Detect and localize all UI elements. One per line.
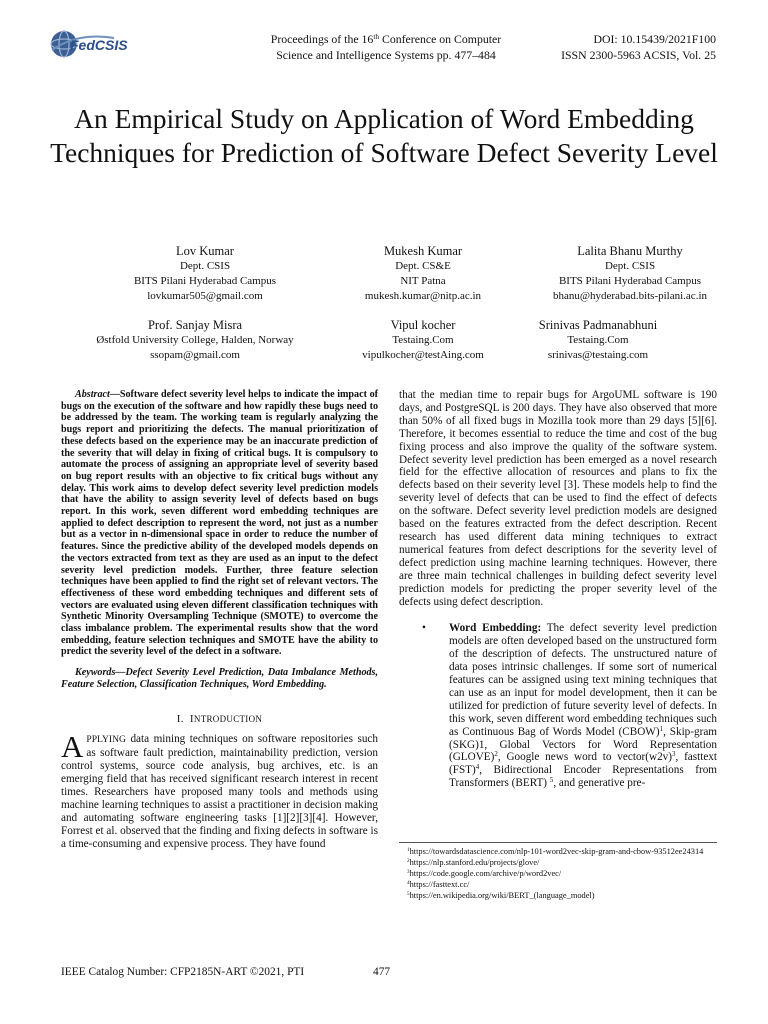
catalog-number: IEEE Catalog Number: CFP2185N-ART ©2021, PTI: [61, 966, 305, 978]
footnotes: [399, 842, 717, 901]
bullet-dot: •: [422, 622, 426, 635]
doi-info: DOI: 10.15439/2021F100 ISSN 2300-5963 ACSIS, Vol. 25: [561, 32, 716, 62]
proceedings-info: Proceedings of the 16th Conference on Computer Science and Intelligence Systems pp. 477–484: [270, 31, 502, 62]
author-block: Srinivas Padmanabhuni Testaing.Com srinivas@testaing.com: [538, 318, 658, 361]
author-block: Vipul kocher Testaing.Com vipulkocher@testAing.com: [362, 318, 484, 361]
intro-continued: that the median time to repair bugs for ArgoUML software is 190 days, and PostgreSQL is 200 days. They have also observed that more than 50% of all fixed bugs in Mozilla took more than 29 days [5][6]. Therefore, it becomes essential to reduce the time and cost of the bug fixing process and also improve the quality of the software system. Defect severity level prediction has been emerged as a novel research field for the effective allocation of resources and plans to fix the defects based on their severity level [3]. These models help to find the severity level of defects that can be used to find the effect of defects on the software. Defect severity level prediction models are designed based on the features extracted from the defect description. Recent research has used different data mining techniques to extract numerical features from defect descriptions for the severity level of defect prediction using machine learning techniques. However, there are three main technical challenges in building defect severity level prediction models for predicting the proper severity level of the defects using defect description.: [399, 389, 717, 608]
footnote: $^3$https://code.google.com/archive/p/word2vec/: [407, 869, 562, 878]
fedcsis-logo: [48, 28, 128, 60]
footnote: $^4$https://fasttext.cc/: [407, 880, 470, 889]
footnote: $^1$https://towardsdatascience.com/nlp-101-word2vec-skip-gram-and-cbow-93512ee24314: [407, 847, 704, 856]
footnote: $^2$https://nlp.stanford.edu/projects/glove/: [407, 858, 540, 867]
footnote: $^5$https://en.wikipedia.org/wiki/BERT_(language_model): [407, 891, 595, 900]
page-number: 477: [373, 966, 391, 978]
author-block: Prof. Sanjay Misra Østfold University College, Halden, Norway ssopam@gmail.com: [96, 318, 294, 361]
section-heading: I. INTRODUCTION: [176, 712, 263, 725]
logo-text: FedCSIS: [70, 37, 128, 53]
keywords: Keywords—Defect Severity Level Prediction, Data Imbalance Methods, Feature Selection, Classification Techniques, Word Embedding.: [61, 667, 378, 690]
author-block: Lalita Bhanu Murthy Dept. CSIS BITS Pilani Hyderabad Campus bhanu@hyderabad.bits-pilani.ac.in: [553, 244, 707, 302]
author-block: Lov Kumar Dept. CSIS BITS Pilani Hyderabad Campus lovkumar505@gmail.com: [133, 244, 277, 302]
right-column: [399, 389, 717, 790]
abstract: Abstract—Software defect severity level helps to indicate the impact of bugs on the execution of the software and how rapidly these bugs need to be addressed by the team. The working team is regularly analyzing the bugs report and prioritizing the defects. The manual prioritization of these defects based on the experience may be an inaccurate prediction of the severity that will delay in fixing of critical bugs. It is compulsory to automate the process of assigning an appropriate level of severity based on bug report results with an objective to fix critical bugs without any delay. This work aims to develop defect severity level prediction models that have the ability to assign severity level of defects based on bugs report. In this work, seven different word embedding techniques are applied to defect description to represent the word, not just as a number but as a vector in n-dimensional space in order to reduce the number of features. Since the predictive ability of the developed models depends on the vectors extracted from text as they are used as an input to the defect severity level prediction models. Further, three feature selection techniques have been applied to find the right set of relevant vectors. The effectiveness of these word embedding techniques and different sets of vectors are evaluated using eleven different classification techniques with Synthetic Minority Oversampling Technique (SMOTE) to overcome the class imbalance problem. The experimental results show that the word embedding, feature selection techniques and SMOTE have the ability to predict the severity level of the defect in a software.: [61, 389, 378, 658]
left-column: [61, 389, 378, 851]
bullet-word-embedding: • Word Embedding: The defect severity level prediction models are often developed based on the unstructured form of the description of defects. The unstructured nature of data poses intrinsic challenges. If some sort of numerical features can be assigned using text mining techniques that can use as an input for model development, then it can be utilized for prediction of future severity level of defects. In this work, seven different word embedding techniques such as Continuous Bag of Words Model (CBOW)$^1$, Skip-gram (SKG)1, Global Vectors for Word Representation (GLOVE)$^2$, Google news word to $vector(w2v)^3$, fasttext (FST)$^4$, Bidirectional Encoder Representations from Transformers (BERT) $^5$, and generative pre-: [422, 622, 717, 790]
author-block: Mukesh Kumar Dept. CS&E NIT Patna mukesh.kumar@nitp.ac.in: [364, 244, 482, 302]
paper-title: An Empirical Study on Application of Word Embedding Techniques for Prediction of Software Defect Severity Level: [50, 103, 718, 168]
intro-paragraph: APPLYING data mining techniques on software repositories such as software fault prediction, maintainability prediction, version control systems, source code analysis, bug archives, etc. is an emerging field that has received significant research interest in recent times. Researchers have proposed many tools and methods using machine learning techniques to assist a practitioner in decision making and automating software engineering tasks [1][2][3][4]. However, Forrest et al. observed that the finding and fixing defects in software is a time-consuming and expensive process. They have found: [61, 729, 378, 850]
